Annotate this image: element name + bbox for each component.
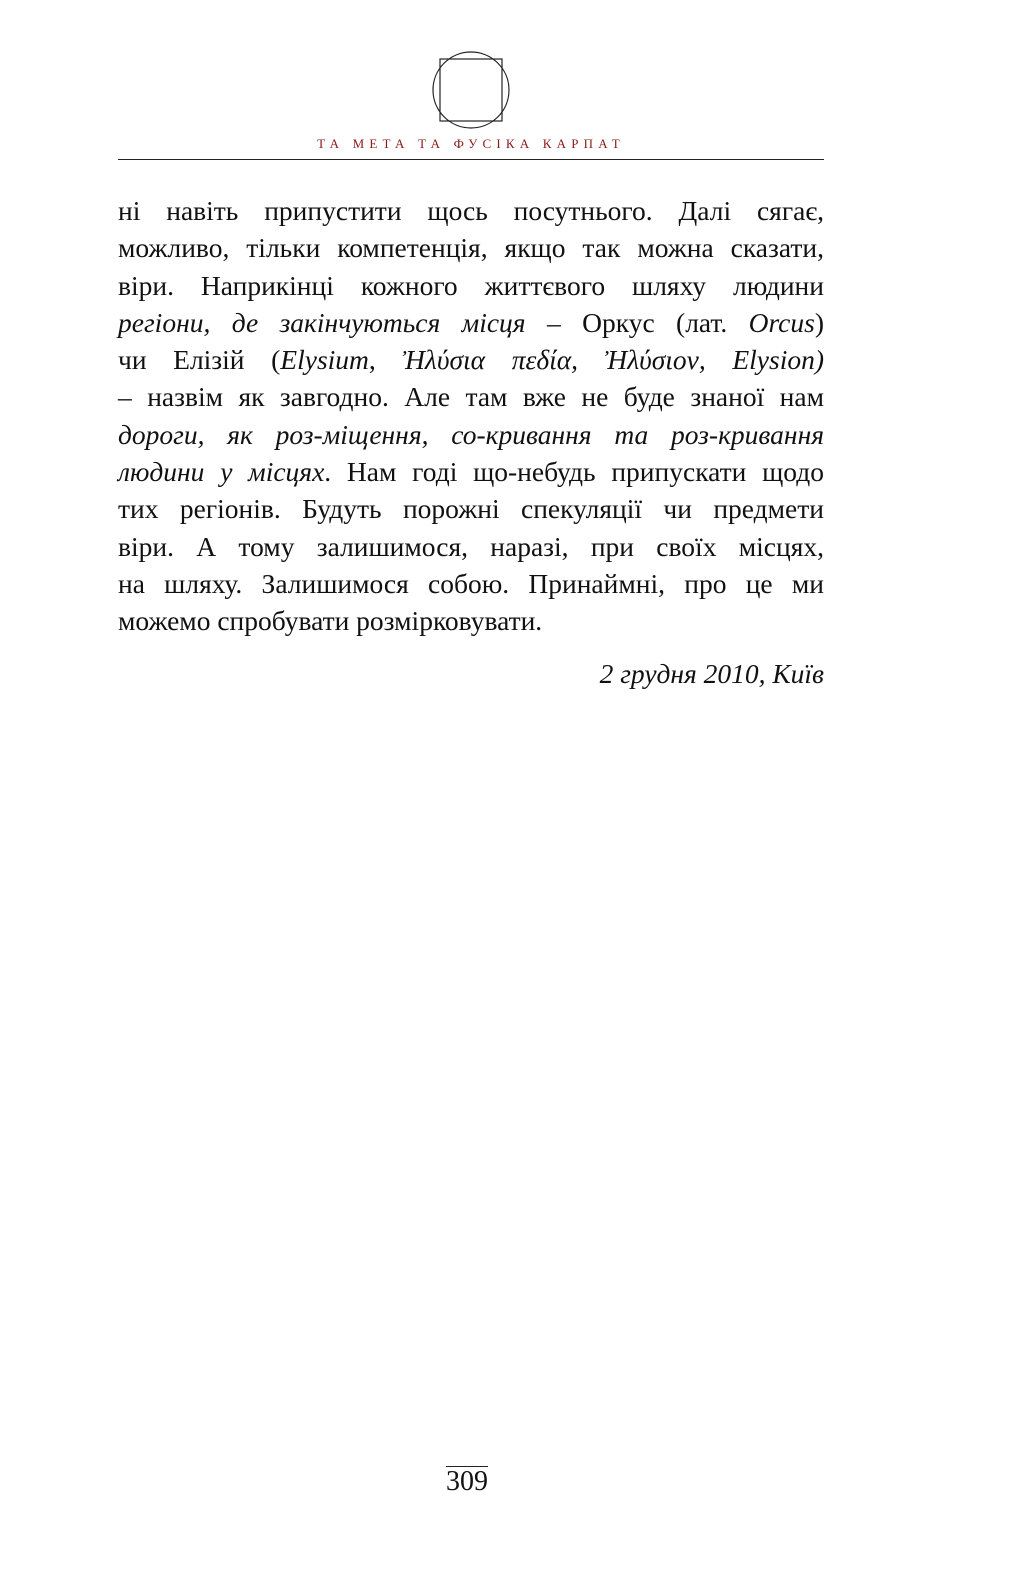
text-line <box>118 416 824 453</box>
text-segment: ні навіть припустити щось посутнього. Далі сягає, <box>118 195 824 226</box>
text-line <box>118 192 824 229</box>
page-number: 309 <box>446 1466 488 1497</box>
text-segment: віри. Наприкінці кожного життєвого шляху людини <box>118 269 824 301</box>
body-text <box>118 192 824 640</box>
italic-text-segment: дороги, як роз-міщення, со-кривання та роз-кривання <box>118 418 824 450</box>
text-line <box>118 602 824 639</box>
running-head: ТА МЕТА ТА ФУСІКА КАРПАТ <box>317 136 625 151</box>
dateline: 2 грудня 2010, Київ <box>599 658 824 689</box>
text-segment: ) <box>814 306 824 338</box>
italic-text-segment: регіони, де закінчуються місця <box>118 306 526 338</box>
italic-text-segment: Ἠλύσια πεδία, Ἠλύσιον, Elysion) <box>402 344 825 376</box>
text-line <box>118 229 824 266</box>
text-line <box>118 490 824 527</box>
text-segment: – назвім як завгодно. Але там вже не буде знаної нам <box>118 381 824 413</box>
text-line <box>118 341 824 378</box>
text-segment: можемо спробувати розмірковувати. <box>118 605 543 637</box>
italic-text-segment: Orcus <box>748 306 815 338</box>
italic-text-segment: Elysium <box>280 344 369 376</box>
text-line <box>118 453 824 490</box>
text-line <box>118 267 824 304</box>
text-line <box>118 378 824 415</box>
text-segment: на шляху. Залишимося собою. Принаймні, про це ми <box>118 567 824 599</box>
text-line <box>118 304 824 341</box>
circle-square-emblem-icon <box>431 50 511 130</box>
text-segment: , <box>368 344 403 376</box>
text-segment: тих регіонів. Будуть порожні спекуляції чи предмети <box>118 493 824 525</box>
italic-text-segment: людини у місцях <box>118 456 325 488</box>
text-segment: . Нам годі що-небудь припускати щодо <box>324 456 825 488</box>
text-line <box>118 565 824 602</box>
header-rule <box>118 159 824 160</box>
text-line <box>118 528 824 565</box>
text-segment: чи Елізій ( <box>118 344 281 376</box>
text-segment: можливо, тільки компетенція, якщо так можна сказати, <box>118 232 824 264</box>
text-segment: віри. А тому залишимося, наразі, при своїх місцях, <box>118 530 824 562</box>
text-segment: – Оркус (лат. <box>525 306 749 338</box>
